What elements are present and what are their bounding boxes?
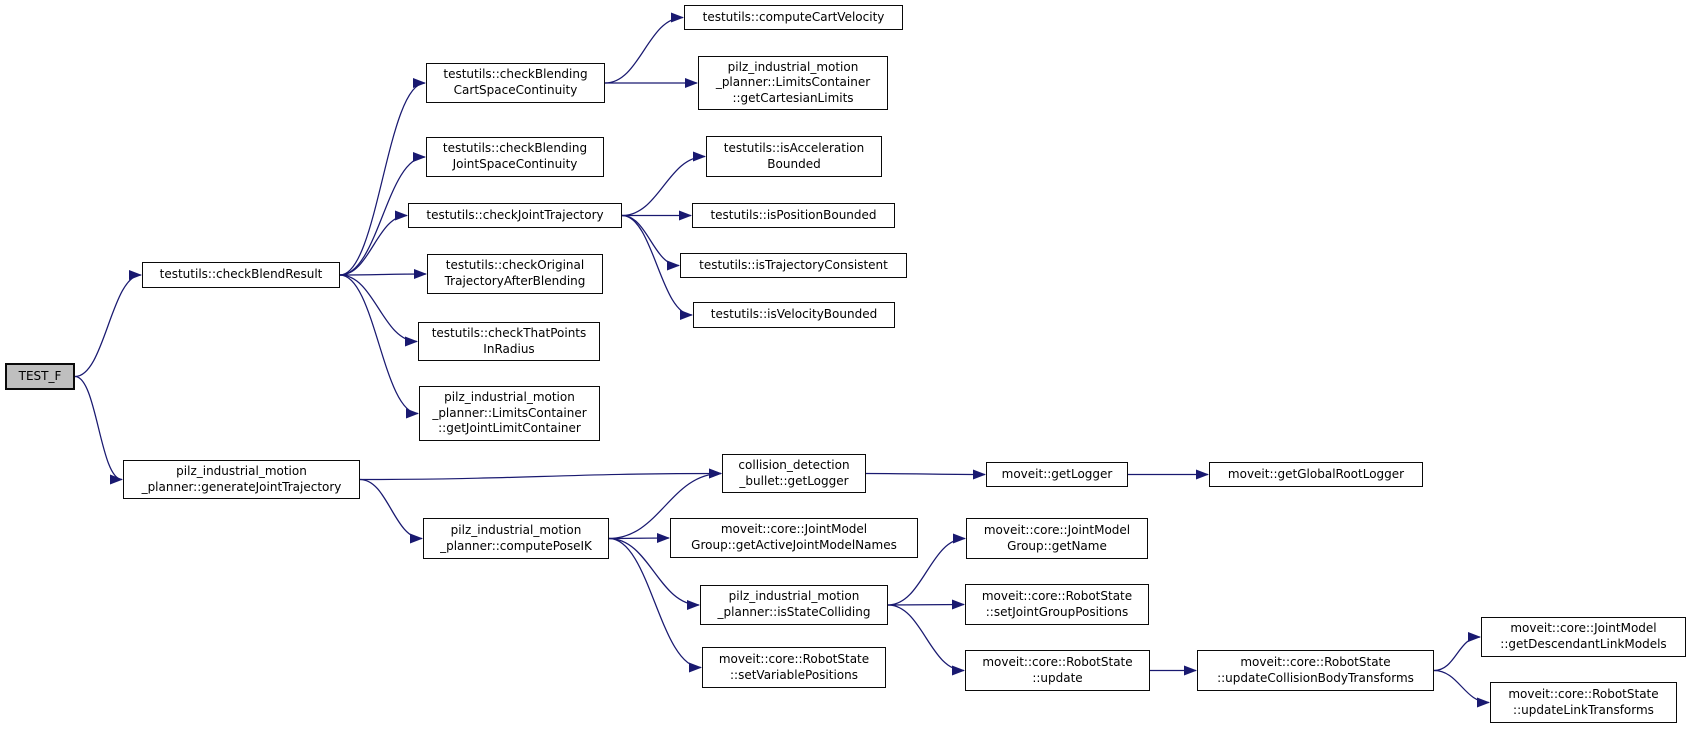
node-label-line: testutils::checkJointTrajectory — [426, 207, 604, 222]
node-label-line: TrajectoryAfterBlending — [444, 274, 586, 288]
edge-is-state-colliding--set-joint-group-positions — [888, 605, 964, 606]
node-label-line: InRadius — [483, 341, 535, 356]
node-label-line: ::setVariablePositions — [730, 667, 858, 682]
node-label-line: testutils::isAcceleration — [723, 140, 865, 155]
node-label-line: JointSpaceContinuity — [452, 157, 578, 171]
node-label-line: ::update — [1032, 670, 1083, 685]
edge-check-blend-result--check-original-trajectory — [340, 274, 426, 275]
graph-node-collision-detection-get-logger[interactable] — [722, 454, 866, 493]
edge-check-blend-result--check-blending-cart-space — [340, 83, 425, 275]
graph-node-check-blending-joint-space[interactable] — [426, 137, 604, 177]
graph-node-joint-model-group-get-name[interactable] — [966, 518, 1148, 559]
graph-node-set-variable-positions[interactable] — [702, 647, 886, 688]
graph-node-check-blending-cart-space[interactable] — [426, 63, 605, 103]
node-label-line: moveit::core::RobotState — [1508, 686, 1659, 701]
node-label-line: moveit::getGlobalRootLogger — [1227, 466, 1405, 481]
graph-node-is-position-bounded[interactable] — [692, 203, 895, 228]
node-label-line: _planner::LimitsContainer — [715, 75, 871, 90]
graph-node-get-descendant-link-models[interactable] — [1481, 617, 1686, 657]
edge-test-f--check-blend-result — [75, 275, 141, 377]
graph-node-get-active-joint-model-names[interactable] — [670, 518, 918, 558]
node-label-line: pilz_industrial_motion — [728, 589, 860, 604]
edge-update-collision-body-transforms--update-link-transforms — [1434, 671, 1489, 703]
node-label-line: collision_detection — [738, 457, 850, 472]
node-label-line: pilz_industrial_motion — [176, 463, 307, 478]
node-label-line: TEST_F — [18, 368, 62, 383]
graph-node-get-cartesian-limits[interactable] — [698, 56, 888, 110]
graph-node-is-acceleration-bounded[interactable] — [706, 136, 882, 177]
graph-node-check-original-trajectory[interactable] — [427, 254, 603, 294]
edge-check-blending-cart-space--compute-cart-velocity — [605, 18, 683, 84]
node-label-line: moveit::core::JointModel — [1510, 621, 1657, 636]
graph-node-get-joint-limit-container[interactable] — [419, 386, 600, 441]
graph-node-is-trajectory-consistent[interactable] — [680, 253, 907, 278]
node-label-line: moveit::core::RobotState — [981, 588, 1133, 603]
graph-node-update-collision-body-transforms[interactable] — [1197, 650, 1434, 691]
node-label-line: ::updateLinkTransforms — [1513, 702, 1654, 717]
edge-generate-joint-trajectory--compute-pose-ik — [360, 480, 422, 539]
graph-node-compute-pose-ik[interactable] — [423, 518, 609, 559]
node-label-line: testutils::checkOriginal — [445, 258, 585, 273]
graph-node-check-joint-trajectory[interactable] — [408, 203, 622, 228]
node-label-line: testutils::checkBlendResult — [159, 267, 323, 282]
node-label-line: moveit::getLogger — [1001, 466, 1113, 481]
graph-node-set-joint-group-positions[interactable] — [965, 584, 1149, 625]
node-label-line: CartSpaceContinuity — [453, 83, 578, 97]
node-label-line: ::setJointGroupPositions — [985, 604, 1129, 619]
graph-node-robot-state-update[interactable] — [965, 650, 1150, 691]
node-label-line: _planner::generateJointTrajectory — [141, 479, 342, 494]
edge-update-collision-body-transforms--get-descendant-link-models — [1434, 637, 1480, 671]
node-label-line: Group::getActiveJointModelNames — [691, 538, 897, 552]
graph-node-is-velocity-bounded[interactable] — [693, 302, 895, 328]
node-label-line: Bounded — [767, 156, 821, 171]
graph-node-check-blend-result[interactable] — [142, 262, 340, 288]
node-label-line: testutils::computeCartVelocity — [702, 9, 885, 24]
node-label-line: testutils::isPositionBounded — [710, 207, 877, 222]
node-label-line: ::updateCollisionBodyTransforms — [1217, 670, 1414, 685]
edge-generate-joint-trajectory--collision-detection-get-logger — [360, 474, 721, 480]
edge-collision-detection-get-logger--moveit-get-logger — [866, 474, 985, 475]
node-label-line: pilz_industrial_motion — [727, 59, 859, 74]
node-label-line: _planner::isStateColliding — [717, 605, 871, 619]
node-label-line: testutils::checkThatPoints — [431, 325, 587, 340]
node-label-line: _bullet::getLogger — [739, 473, 849, 488]
graph-node-test-f — [5, 363, 75, 390]
edge-compute-pose-ik--get-active-joint-model-names — [609, 538, 669, 539]
graph-node-generate-joint-trajectory[interactable] — [123, 460, 360, 499]
graph-node-get-global-root-logger[interactable] — [1209, 462, 1423, 487]
node-label-line: testutils::checkBlending — [443, 67, 588, 82]
node-label-line: testutils::isTrajectoryConsistent — [699, 257, 888, 272]
graph-node-moveit-get-logger[interactable] — [986, 462, 1128, 487]
node-label-line: Group::getName — [1007, 538, 1107, 553]
node-label-line: pilz_industrial_motion — [444, 390, 575, 405]
graph-node-check-that-points-in-radius[interactable] — [418, 322, 600, 361]
node-label-line: moveit::core::JointModel — [983, 522, 1131, 537]
edge-check-blend-result--check-that-points-in-radius — [340, 275, 417, 342]
graph-node-is-state-colliding[interactable] — [700, 585, 888, 625]
edge-test-f--generate-joint-trajectory — [75, 377, 122, 480]
edge-is-state-colliding--robot-state-update — [888, 605, 964, 671]
node-label-line: moveit::core::RobotState — [718, 651, 870, 666]
node-label-line: _planner::LimitsContainer — [432, 405, 587, 420]
node-label-line: testutils::checkBlending — [442, 141, 588, 156]
node-label-line: _planner::computePoseIK — [440, 538, 592, 553]
node-label-line: moveit::core::RobotState — [982, 654, 1133, 669]
node-label-line: pilz_industrial_motion — [450, 522, 582, 537]
node-label-line: moveit::core::RobotState — [1240, 654, 1391, 669]
node-label-line: ::getJointLimitContainer — [438, 421, 581, 436]
edge-check-blend-result--get-joint-limit-container — [340, 275, 418, 414]
node-label-line: testutils::isVelocityBounded — [710, 307, 878, 322]
node-label-line: ::getCartesianLimits — [732, 90, 854, 105]
edge-check-joint-trajectory--is-trajectory-consistent — [622, 216, 679, 266]
graph-node-update-link-transforms[interactable] — [1490, 682, 1677, 723]
edge-check-blend-result--check-joint-trajectory — [340, 216, 407, 276]
node-label-line: ::getDescendantLinkModels — [1500, 637, 1667, 651]
node-label-line: moveit::core::JointModel — [720, 522, 868, 537]
graph-node-compute-cart-velocity[interactable] — [684, 5, 903, 30]
